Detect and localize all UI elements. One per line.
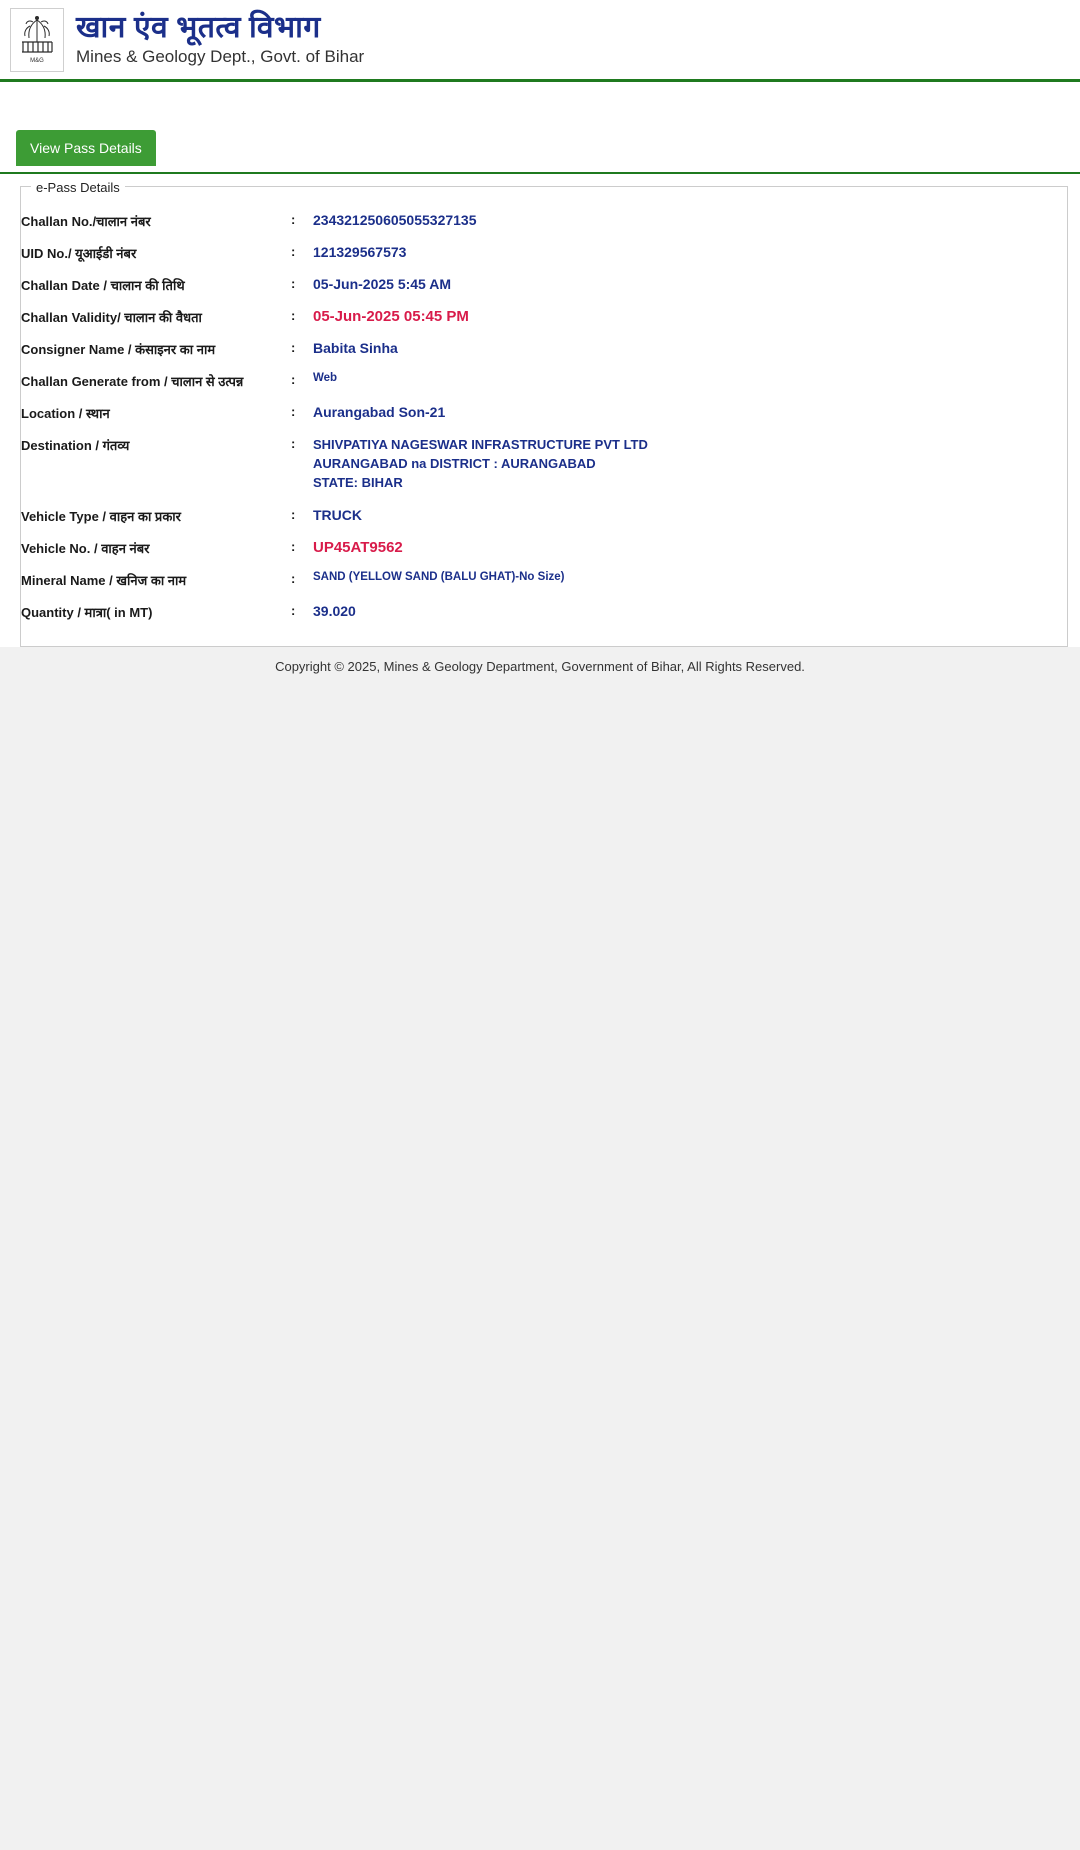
table-row xyxy=(21,301,1067,333)
tab-view-pass-details[interactable]: View Pass Details xyxy=(16,130,156,166)
row-label: Challan No./चालान नंबर xyxy=(21,214,151,229)
table-row xyxy=(21,269,1067,301)
table-row xyxy=(21,564,1067,596)
table-row xyxy=(21,237,1067,269)
row-colon: : xyxy=(291,602,296,618)
row-colon: : xyxy=(291,212,296,227)
row-label: Consigner Name / कंसाइनर का नाम xyxy=(21,342,216,357)
bihar-emblem-icon xyxy=(10,8,64,72)
table-row xyxy=(21,365,1067,397)
row-label: Vehicle No. / वाहन नंबर xyxy=(21,540,150,556)
panel-legend: e-Pass Details xyxy=(31,180,125,195)
row-value-challan-validity: 05-Jun-2025 05:45 PM xyxy=(313,308,469,325)
destination-line-1: SHIVPATIYA NAGESWAR INFRASTRUCTURE PVT LTD xyxy=(313,437,648,452)
row-value-challan-date: 05-Jun-2025 5:45 AM xyxy=(313,276,451,292)
row-value-quantity: 39.020 xyxy=(313,602,356,619)
row-value-challan-generate-from: Web xyxy=(313,372,338,384)
row-label: Challan Validity/ चालान की वैधता xyxy=(21,310,202,325)
footer-copyright: Copyright © 2025, Mines & Geology Department, Government of Bihar, All Rights Reserved. xyxy=(0,647,1080,690)
row-label: Destination / गंतव्य xyxy=(21,438,130,453)
table-row xyxy=(21,397,1067,429)
destination-line-3: STATE: BIHAR xyxy=(313,474,403,490)
tab-bar xyxy=(0,82,1080,174)
row-colon: : xyxy=(291,308,296,323)
row-value-vehicle-no: UP45AT9562 xyxy=(313,538,403,556)
destination-line-2: AURANGABAD na DISTRICT : AURANGABAD xyxy=(313,455,596,471)
row-colon: : xyxy=(291,404,296,419)
row-label: Quantity / मात्रा( in MT) xyxy=(21,604,153,620)
row-value-challan-no: 234321250605055327135 xyxy=(313,212,477,228)
row-colon: : xyxy=(291,244,296,259)
row-label: Vehicle Type / वाहन का प्रकार xyxy=(21,508,181,524)
main-content xyxy=(0,82,1080,647)
table-row xyxy=(21,205,1067,237)
row-label: UID No./ यूआईडी नंबर xyxy=(21,246,137,261)
table-row xyxy=(21,333,1067,365)
row-label: Location / स्थान xyxy=(21,406,110,421)
site-title-english: Mines & Geology Dept., Govt. of Bihar xyxy=(76,46,365,66)
row-colon: : xyxy=(291,372,296,387)
row-colon: : xyxy=(291,276,296,291)
header-titles xyxy=(76,11,364,68)
epass-details-table xyxy=(21,205,1067,628)
table-row xyxy=(21,429,1067,500)
row-value-mineral-name: SAND (YELLOW SAND (BALU GHAT)-No Size) xyxy=(313,570,565,583)
row-value-location: Aurangabad Son-21 xyxy=(313,404,446,420)
table-row xyxy=(21,596,1067,628)
table-row xyxy=(21,500,1067,532)
row-value-uid-no: 121329567573 xyxy=(313,244,407,260)
row-label: Challan Generate from / चालान से उत्पन्न xyxy=(21,374,244,389)
row-colon: : xyxy=(291,436,296,451)
row-colon: : xyxy=(291,538,296,554)
row-label: Challan Date / चालान की तिथि xyxy=(21,278,185,293)
row-colon: : xyxy=(291,340,296,355)
row-value-consigner-name: Babita Sinha xyxy=(313,340,398,356)
svg-text:M&G: M&G xyxy=(30,57,44,64)
site-title-hindi: खान एंव भूतत्व विभाग xyxy=(76,10,321,44)
page-spacer xyxy=(0,690,1080,1850)
row-colon: : xyxy=(291,570,296,586)
row-label: Mineral Name / खनिज का नाम xyxy=(21,572,187,588)
row-value-vehicle-type: TRUCK xyxy=(313,506,362,523)
row-value-destination xyxy=(313,429,1067,500)
row-colon: : xyxy=(291,506,296,522)
site-header xyxy=(0,0,1080,82)
epass-details-panel xyxy=(20,180,1068,647)
table-row xyxy=(21,532,1067,564)
